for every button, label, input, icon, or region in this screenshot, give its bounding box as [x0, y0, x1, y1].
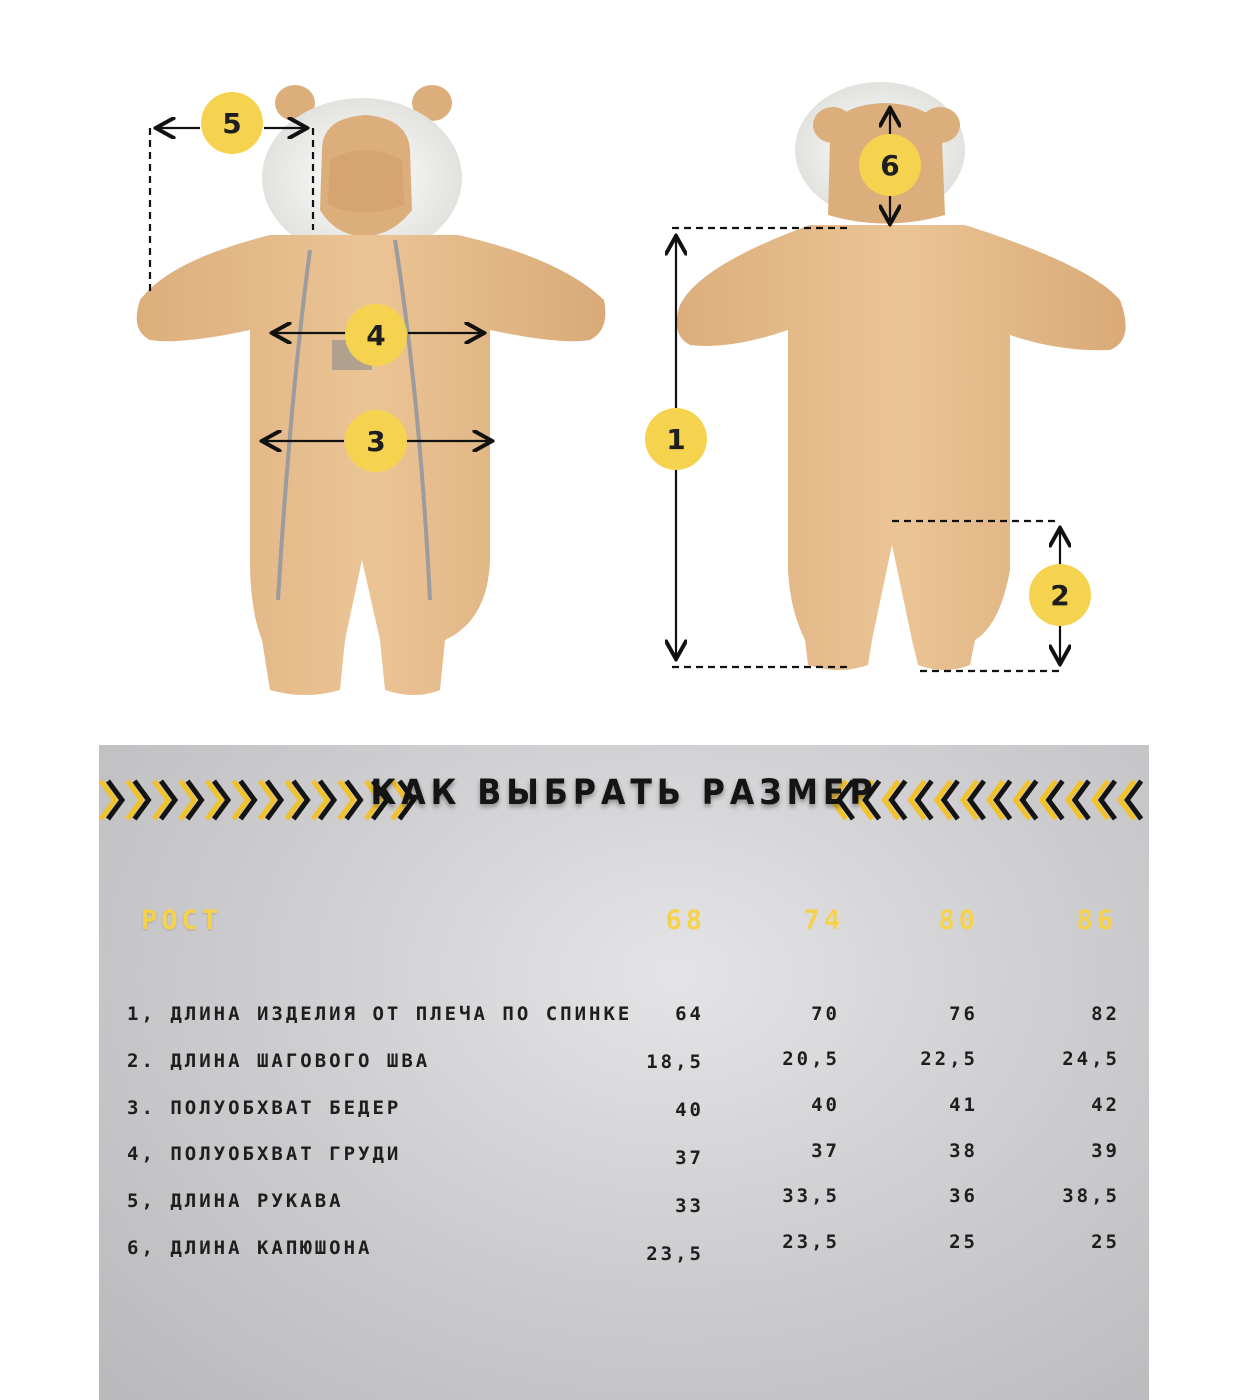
cell-6-74: 23,5: [782, 1231, 840, 1253]
badge-3: [345, 410, 407, 472]
cell-2-74: 20,5: [782, 1048, 840, 1070]
cell-3-68: 40: [675, 1099, 704, 1121]
cell-1-74: 70: [811, 1003, 840, 1025]
cell-5-86: 38,5: [1062, 1185, 1120, 1207]
badge-6-label: 6: [880, 149, 900, 182]
badge-6: [859, 134, 921, 196]
cell-5-68: 33: [675, 1195, 704, 1217]
cell-6-86: 25: [1091, 1231, 1120, 1253]
row-label-1: 1, ДЛИНА ИЗДЕЛИЯ ОТ ПЛЕЧА ПО СПИНКЕ: [127, 1003, 633, 1025]
cell-5-74: 33,5: [782, 1185, 840, 1207]
row-label-3: 3. ПОЛУОБХВАТ БЕДЕР: [127, 1097, 402, 1119]
badge-2-label: 2: [1050, 579, 1070, 612]
badge-4: [345, 304, 407, 366]
badge-5-label: 5: [222, 107, 242, 140]
cell-1-80: 76: [949, 1003, 978, 1025]
size-chart-panel: [99, 745, 1149, 1400]
front-suit: [137, 85, 606, 695]
row-label-2: 2. ДЛИНА ШАГОВОГО ШВА: [127, 1050, 431, 1072]
badge-5: [201, 92, 263, 154]
row-label-6: 6, ДЛИНА КАПЮШОНА: [127, 1237, 373, 1259]
cell-4-80: 38: [949, 1140, 978, 1162]
badge-2: [1029, 564, 1091, 626]
badge-1-label: 1: [666, 423, 686, 456]
cell-3-80: 41: [949, 1094, 978, 1116]
size-header-74: 74: [803, 905, 844, 936]
size-header-80: 80: [938, 905, 979, 936]
cell-1-86: 82: [1091, 1003, 1120, 1025]
cell-2-68: 18,5: [646, 1051, 704, 1073]
height-header-label: РОСТ: [141, 905, 223, 936]
cell-3-86: 42: [1091, 1094, 1120, 1116]
size-header-68: 68: [665, 905, 706, 936]
panel-title: КАК ВЫБРАТЬ РАЗМЕР: [370, 773, 878, 813]
cell-2-80: 22,5: [920, 1048, 978, 1070]
cell-6-80: 25: [949, 1231, 978, 1253]
badge-3-label: 3: [366, 425, 386, 458]
cell-3-74: 40: [811, 1094, 840, 1116]
cell-4-74: 37: [811, 1140, 840, 1162]
cell-4-86: 39: [1091, 1140, 1120, 1162]
size-header-86: 86: [1076, 905, 1117, 936]
cell-1-68: 64: [675, 1003, 704, 1025]
badge-4-label: 4: [366, 319, 386, 352]
row-label-5: 5, ДЛИНА РУКАВА: [127, 1190, 344, 1212]
cell-2-86: 24,5: [1062, 1048, 1120, 1070]
row-label-4: 4, ПОЛУОБХВАТ ГРУДИ: [127, 1143, 402, 1165]
cell-5-80: 36: [949, 1185, 978, 1207]
cell-4-68: 37: [675, 1147, 704, 1169]
badge-1: [645, 408, 707, 470]
cell-6-68: 23,5: [646, 1243, 704, 1265]
